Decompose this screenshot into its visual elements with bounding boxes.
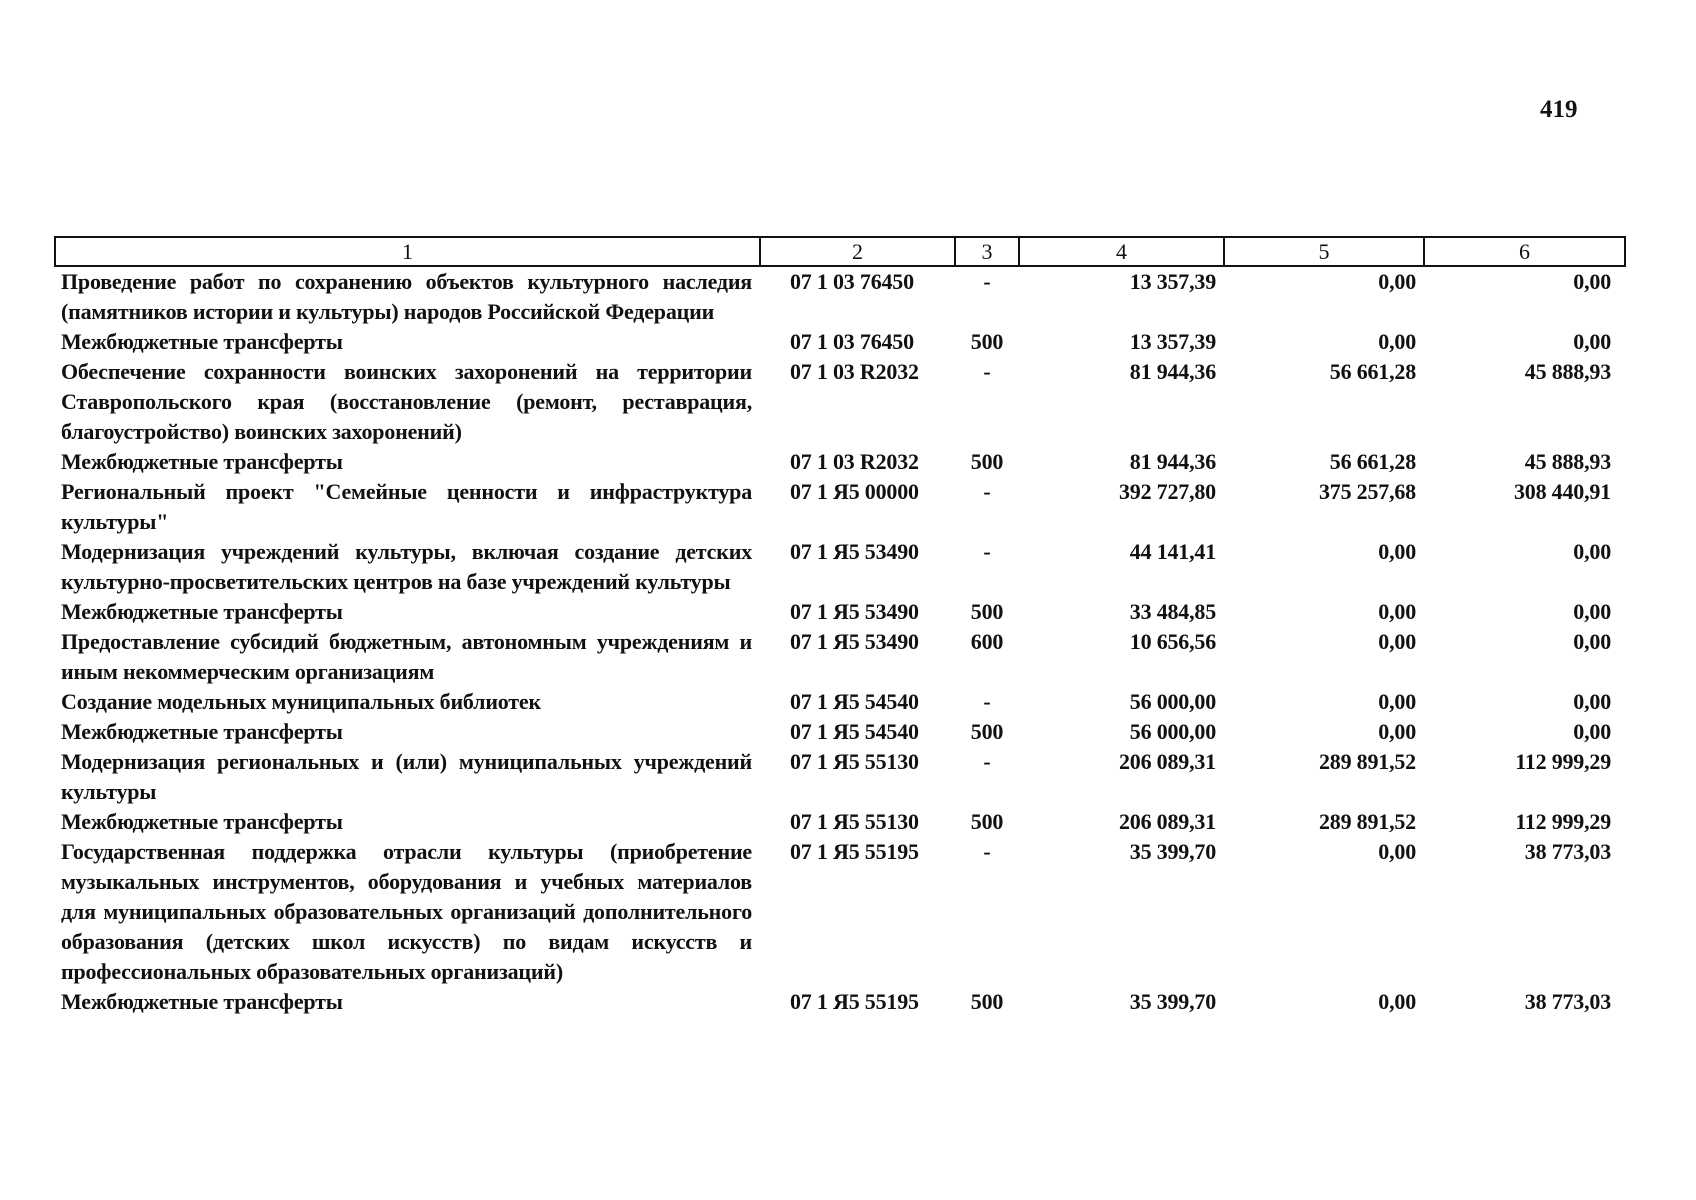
row-code: 07 1 Я5 54540 [790, 719, 919, 744]
page-number: 419 [1540, 96, 1578, 123]
row-code: 07 1 Я5 55130 [790, 749, 919, 774]
row-name: Региональный проект "Семейные ценности и инфраструктура культуры" [61, 479, 752, 534]
row-value-6: 0,00 [1573, 539, 1611, 564]
row-vr: 500 [970, 599, 1004, 624]
row-vr: 500 [970, 449, 1004, 474]
row-name: Межбюджетные трансферты [61, 449, 343, 474]
table-body [55, 266, 1625, 1017]
row-value-4: 206 089,31 [1118, 749, 1216, 774]
row-name: Межбюджетные трансферты [61, 329, 343, 354]
row-vr: - [983, 539, 991, 564]
row-code: 07 1 Я5 54540 [790, 689, 919, 714]
table-row [55, 717, 1625, 747]
row-vr: - [983, 839, 991, 864]
row-name: Предоставление субсидий бюджетным, автономным учреждениям и иным некоммерческим организациям [61, 629, 752, 684]
row-value-5: 0,00 [1378, 269, 1416, 294]
row-value-5: 289 891,52 [1318, 809, 1416, 834]
row-name: Модернизация учреждений культуры, включая создание детских культурно-просветительских центров на базе учреждений культуры [61, 539, 752, 594]
row-value-5: 0,00 [1378, 839, 1416, 864]
row-value-5: 289 891,52 [1318, 749, 1416, 774]
row-value-4: 33 484,85 [1129, 599, 1216, 624]
table-row [55, 747, 1625, 807]
row-vr: 600 [970, 629, 1004, 654]
row-code: 07 1 Я5 00000 [790, 479, 919, 504]
row-value-6: 308 440,91 [1513, 479, 1611, 504]
row-value-4: 56 000,00 [1129, 689, 1216, 714]
row-value-4: 56 000,00 [1129, 719, 1216, 744]
row-value-4: 13 357,39 [1129, 269, 1216, 294]
row-name: Межбюджетные трансферты [61, 719, 343, 744]
row-vr: - [983, 269, 991, 294]
row-value-5: 0,00 [1378, 719, 1416, 744]
row-name: Межбюджетные трансферты [61, 809, 343, 834]
row-value-4: 44 141,41 [1129, 539, 1216, 564]
row-name: Межбюджетные трансферты [61, 989, 343, 1014]
row-code: 07 1 Я5 53490 [790, 539, 919, 564]
row-value-6: 0,00 [1573, 269, 1611, 294]
table-row [55, 627, 1625, 687]
row-value-4: 35 399,70 [1129, 989, 1216, 1014]
row-code: 07 1 03 R2032 [790, 359, 919, 384]
row-code: 07 1 03 76450 [790, 329, 914, 354]
row-value-4: 81 944,36 [1129, 359, 1216, 384]
table-row [55, 597, 1625, 627]
row-value-5: 0,00 [1378, 989, 1416, 1014]
row-value-6: 0,00 [1573, 719, 1611, 744]
row-value-6: 45 888,93 [1524, 359, 1611, 384]
row-value-6: 0,00 [1573, 689, 1611, 714]
row-name: Межбюджетные трансферты [61, 599, 343, 624]
row-value-5: 0,00 [1378, 539, 1416, 564]
table-row [55, 837, 1625, 987]
row-value-4: 13 357,39 [1129, 329, 1216, 354]
row-code: 07 1 Я5 55195 [790, 989, 919, 1014]
table-row [55, 357, 1625, 447]
row-value-6: 45 888,93 [1524, 449, 1611, 474]
row-code: 07 1 Я5 55130 [790, 809, 919, 834]
row-vr: 500 [970, 809, 1004, 834]
table-row [55, 327, 1625, 357]
row-code: 07 1 Я5 55195 [790, 839, 919, 864]
row-value-5: 56 661,28 [1329, 359, 1416, 384]
table-row [55, 687, 1625, 717]
header-col-3: 3 [955, 237, 1019, 266]
row-value-5: 0,00 [1378, 599, 1416, 624]
row-code: 07 1 03 R2032 [790, 449, 919, 474]
row-vr: - [983, 749, 991, 774]
table-row [55, 266, 1625, 327]
row-name: Создание модельных муниципальных библиотек [61, 689, 541, 714]
table-row [55, 987, 1625, 1017]
header-col-1: 1 [55, 237, 760, 266]
row-value-4: 392 727,80 [1118, 479, 1216, 504]
row-value-5: 0,00 [1378, 629, 1416, 654]
budget-table-container [54, 236, 1624, 1017]
row-value-5: 0,00 [1378, 329, 1416, 354]
row-value-5: 56 661,28 [1329, 449, 1416, 474]
table-row [55, 447, 1625, 477]
row-value-4: 81 944,36 [1129, 449, 1216, 474]
header-col-4: 4 [1019, 237, 1224, 266]
row-name: Государственная поддержка отрасли культуры (приобретение музыкальных инструментов, оборудования и учебных материалов для муниципальных образовательных организаций дополнительного образования (детских школ искусств) по видам искусств и профессиональных образовательных организаций) [61, 839, 752, 984]
row-value-4: 10 656,56 [1129, 629, 1216, 654]
row-value-4: 35 399,70 [1129, 839, 1216, 864]
row-vr: - [983, 359, 991, 384]
header-col-2: 2 [760, 237, 955, 266]
row-name: Проведение работ по сохранению объектов культурного наследия (памятников истории и культуры) народов Российской Федерации [61, 269, 752, 324]
row-value-5: 0,00 [1378, 689, 1416, 714]
row-name: Обеспечение сохранности воинских захоронений на территории Ставропольского края (восстановление (ремонт, реставрация, благоустройство) воинских захоронений) [61, 359, 752, 444]
row-value-4: 206 089,31 [1118, 809, 1216, 834]
header-row [55, 237, 1625, 266]
row-value-6: 38 773,03 [1524, 989, 1611, 1014]
budget-table [54, 236, 1626, 1017]
row-value-5: 375 257,68 [1318, 479, 1416, 504]
row-vr: 500 [970, 989, 1004, 1014]
row-value-6: 0,00 [1573, 629, 1611, 654]
row-vr: - [983, 479, 991, 504]
header-col-5: 5 [1224, 237, 1424, 266]
row-code: 07 1 Я5 53490 [790, 629, 919, 654]
row-vr: 500 [970, 719, 1004, 744]
table-row [55, 537, 1625, 597]
row-code: 07 1 03 76450 [790, 269, 914, 294]
row-value-6: 38 773,03 [1524, 839, 1611, 864]
row-value-6: 112 999,29 [1515, 809, 1611, 834]
row-value-6: 112 999,29 [1515, 749, 1611, 774]
row-code: 07 1 Я5 53490 [790, 599, 919, 624]
row-value-6: 0,00 [1573, 599, 1611, 624]
row-vr: - [983, 689, 991, 714]
table-row [55, 477, 1625, 537]
row-value-6: 0,00 [1573, 329, 1611, 354]
table-row [55, 807, 1625, 837]
row-name: Модернизация региональных и (или) муниципальных учреждений культуры [61, 749, 752, 804]
row-vr: 500 [970, 329, 1004, 354]
header-col-6: 6 [1424, 237, 1625, 266]
